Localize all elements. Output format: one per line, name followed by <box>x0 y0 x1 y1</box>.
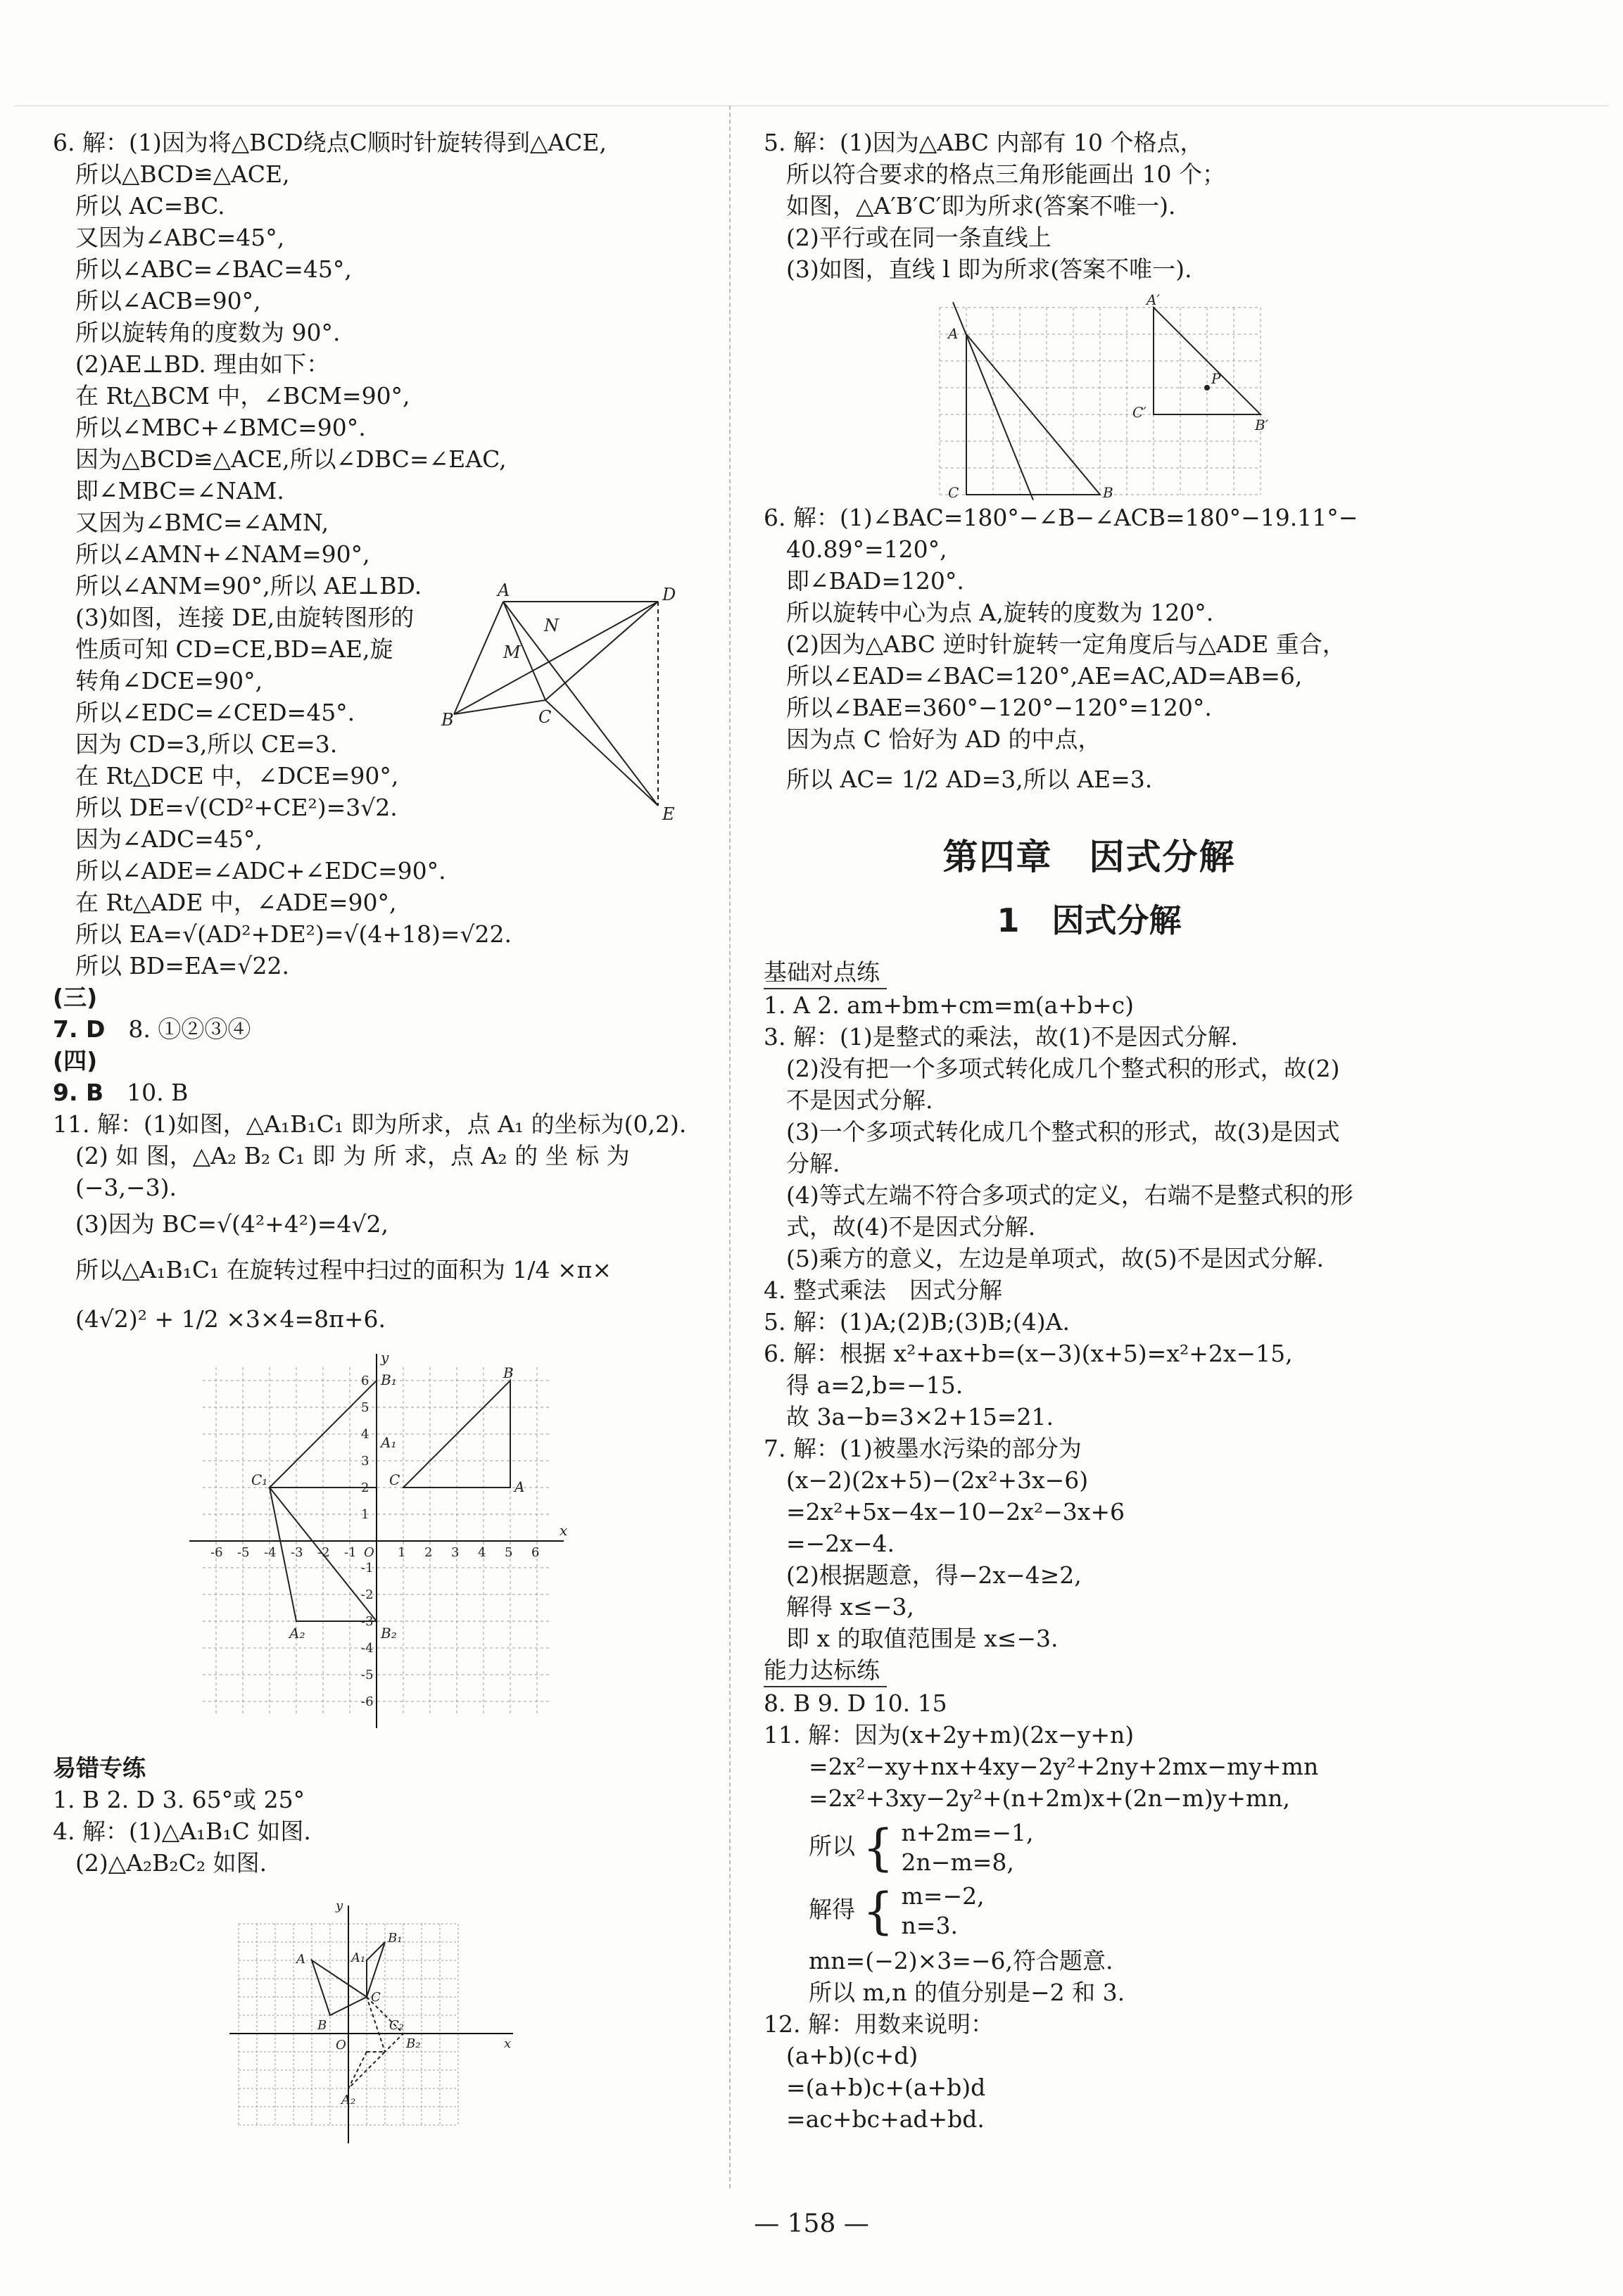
text-line: =(a+b)c+(a+b)d <box>786 2074 986 2101</box>
y-tick-label: 5 <box>361 1400 370 1415</box>
text-line: 6. 解：(1)∠BAC=180°−∠B−∠ACB=180°−19.11°− <box>764 504 1358 531</box>
text-line: (2)因为△ABC 逆时针旋转一定角度后与△ADE 重合， <box>786 630 1346 658</box>
equation-line: 2n−m=8, <box>901 1848 1014 1876</box>
y-tick-label: 2 <box>361 1480 370 1495</box>
label-b: B <box>317 2018 327 2033</box>
text-line: 因为点 C 恰好为 AD 的中点， <box>786 725 1101 753</box>
text-line: 所以 DE=√(CD²+CE²)=3√2. <box>75 794 398 821</box>
x-tick-label: -6 <box>210 1545 223 1560</box>
text-line: 所以旋转角的度数为 90°. <box>75 319 341 346</box>
y-tick-label: -3 <box>361 1614 374 1629</box>
label-e: E <box>662 804 675 824</box>
text-line: (3)因为 BC=√(4²+4²)=4√2, <box>75 1210 389 1238</box>
text-line: 11. 解：(1)如图，△A₁B₁C₁ 即为所求，点 A₁ 的坐标为(0,2). <box>53 1110 687 1138</box>
text-line: 又因为∠BMC=∠AMN, <box>75 509 329 536</box>
x-tick-label: 4 <box>478 1545 486 1560</box>
text-line: (5)乘方的意义，左边是单项式，故(5)不是因式分解. <box>786 1245 1324 1272</box>
text-line: 在 Rt△ADE 中，∠ADE=90°, <box>75 889 397 916</box>
label-c2: C₂ <box>389 2018 404 2033</box>
segment-cd <box>545 602 658 700</box>
label-c: C <box>389 1471 400 1488</box>
equation-system-1: 所以 { n+2m=−1, 2n−m=8, <box>809 1819 1034 1877</box>
y-tick-label: 3 <box>361 1454 370 1469</box>
text-line: (4√2)² + 1/2 ×3×4=8π+6. <box>75 1305 386 1333</box>
text-line: 在 Rt△BCM 中，∠BCM=90°, <box>75 382 410 410</box>
label-c: C <box>371 1990 381 2005</box>
text-line: 故 3a−b=3×2+15=21. <box>786 1403 1054 1431</box>
yicuo-heading: 易错专练 <box>53 1754 146 1782</box>
text-line: 8. B 9. D 10. 15 <box>764 1689 947 1717</box>
text-line: 所以旋转中心为点 A,旋转的度数为 120°. <box>786 599 1214 626</box>
label-b2: B₂ <box>381 1625 397 1642</box>
text-line: 分解. <box>786 1150 840 1177</box>
label-a1: A₁ <box>351 1951 366 1965</box>
text-line: 所以∠EDC=∠CED=45°. <box>75 699 355 726</box>
basic-practice-heading: 基础对点练 <box>764 956 887 989</box>
section-marker-4: (四) <box>53 1047 98 1074</box>
x-tick-label: 3 <box>451 1545 460 1560</box>
label-a1: A₁ <box>381 1434 397 1451</box>
text-line: 5. 解：(1)A;(2)B;(3)B;(4)A. <box>764 1308 1070 1336</box>
coordinate-figure-11 <box>187 1349 581 1724</box>
basic-practice <box>764 989 1415 1654</box>
text-line: 如图，△A′B′C′即为所求(答案不唯一). <box>786 192 1176 220</box>
equation-line: n+2m=−1, <box>901 1819 1034 1846</box>
x-tick-label: 1 <box>398 1545 406 1560</box>
text-line: 所以∠MBC+∠BMC=90°. <box>75 414 366 441</box>
label-n: N <box>544 616 559 635</box>
y-tick-label: 4 <box>361 1427 370 1442</box>
text-line: mn=(−2)×3=−6,符合题意. <box>809 1947 1113 1974</box>
label-b-prime: B′ <box>1255 417 1269 433</box>
y-axis-label: y <box>336 1898 343 1913</box>
y-tick-label: -4 <box>361 1641 374 1656</box>
ability-practice-heading: 能力达标练 <box>764 1654 887 1687</box>
y-tick-label: -5 <box>361 1668 374 1682</box>
coordinate-figure-yicuo-4 <box>229 1900 538 2153</box>
y-axis-label: y <box>381 1349 389 1366</box>
text-line: (2) 如 图，△A₂ B₂ C₁ 即 为 所 求，点 A₂ 的 坐 标 为 <box>75 1142 630 1169</box>
section-marker-3: (三) <box>53 984 98 1011</box>
right-column <box>764 127 1415 2135</box>
answers-9-10: 9. B 10. B <box>53 1079 189 1106</box>
text-line: =ac+bc+ad+bd. <box>786 2105 985 2133</box>
label-c: C <box>538 707 552 727</box>
text-line: (3)一个多项式转化成几个整式积的形式，故(3)是因式 <box>786 1118 1340 1146</box>
ability-practice <box>764 1687 1415 2135</box>
text-line: 性质可知 CD=CE,BD=AE,旋 <box>75 635 393 663</box>
text-line: 解得 x≤−3, <box>786 1593 914 1620</box>
text-line: 所以 AC=BC. <box>75 192 225 220</box>
section-title: 1 因式分解 <box>997 901 1182 939</box>
text-line: 所以∠EAD=∠BAC=120°,AE=AC,AD=AB=6, <box>786 662 1303 690</box>
text-line: 6. 解：根据 x²+ax+b=(x−3)(x+5)=x²+2x−15, <box>764 1340 1293 1367</box>
text-line: 所以∠ADE=∠ADC+∠EDC=90°. <box>75 857 446 884</box>
text-line: 40.89°=120°, <box>786 535 947 563</box>
text-line: 所以符合要求的格点三角形能画出 10 个； <box>786 160 1225 188</box>
segment-ab <box>454 602 503 714</box>
label-b: B <box>503 1364 514 1381</box>
grid-figure-5 <box>918 291 1284 501</box>
equation-line: n=3. <box>901 1912 958 1939</box>
text-line: 1. B 2. D 3. 65°或 25° <box>53 1786 305 1813</box>
x-axis-label: x <box>560 1522 568 1539</box>
text-line: (2)AE⊥BD. 理由如下： <box>75 350 330 378</box>
text-line: (2)平行或在同一条直线上 <box>786 224 1052 251</box>
y-tick-label: -1 <box>361 1561 374 1575</box>
text-line: =−2x−4. <box>786 1530 895 1557</box>
text-line: 1. A 2. am+bm+cm=m(a+b+c) <box>764 991 1135 1019</box>
x-tick-label: 6 <box>531 1545 540 1560</box>
text-line: 12. 解：用数来说明： <box>764 2010 994 2038</box>
answers-7-8: 7. D 8. ①②③④ <box>53 1015 251 1043</box>
text-line: (2)根据题意，得−2x−4≥2, <box>786 1561 1082 1589</box>
text-line: 所以∠ACB=90°, <box>75 287 261 315</box>
label-b1: B₁ <box>381 1371 397 1388</box>
text-line: 3. 解：(1)是整式的乘法，故(1)不是因式分解. <box>764 1023 1238 1051</box>
label-c1: C₁ <box>251 1471 268 1488</box>
label-b1: B₁ <box>388 1931 403 1946</box>
solution-11-left <box>53 1108 704 1344</box>
text-line: 所以 AC= 1/2 AD=3,所以 AE=3. <box>786 766 1153 793</box>
label-d: D <box>662 585 676 604</box>
text-line: 不是因式分解. <box>786 1086 933 1114</box>
x-tick-label: -1 <box>344 1545 357 1560</box>
text-line: 因为∠ADC=45°, <box>75 825 263 853</box>
equation-system-2: 解得 { m=−2, n=3. <box>809 1882 985 1940</box>
text-line: (2)△A₂B₂C₂ 如图. <box>75 1849 267 1877</box>
x-tick-label: 2 <box>424 1545 433 1560</box>
label-a2: A₂ <box>289 1625 305 1642</box>
x-tick-label: -5 <box>237 1545 250 1560</box>
label-p: P <box>1211 370 1221 387</box>
y-tick-label: 6 <box>361 1374 370 1388</box>
text-line: 所以 m,n 的值分别是−2 和 3. <box>809 1979 1125 2006</box>
x-tick-label: -4 <box>264 1545 277 1560</box>
text-line: 所以△BCD≌△ACE, <box>75 160 290 188</box>
label-m: M <box>503 642 521 662</box>
text-line: =2x²−xy+nx+4xy−2y²+2ny+2mx−my+mn <box>809 1753 1319 1780</box>
text-line: 6. 解：(1)因为将△BCD绕点C顺时针旋转得到△ACE, <box>53 129 607 156</box>
text-line: 所以 BD=EA=√22. <box>75 952 289 979</box>
text-line: (−3,−3). <box>75 1174 177 1201</box>
text-line: 5. 解：(1)因为△ABC 内部有 10 个格点， <box>764 129 1204 156</box>
text-line: 所以∠BAE=360°−120°−120°=120°. <box>786 694 1212 721</box>
label-b: B <box>441 710 454 730</box>
label-a2: A₂ <box>341 2093 356 2107</box>
y-tick-label: -2 <box>361 1587 374 1602</box>
point-p <box>1204 385 1210 391</box>
solution-6-left <box>53 127 704 982</box>
label-a: A <box>296 1952 305 1967</box>
left-column <box>53 127 704 2153</box>
text-line: 所以∠ANM=90°,所以 AE⊥BD. <box>75 572 422 600</box>
triangle-abc <box>312 1960 367 2015</box>
text-line: 7. 解：(1)被墨水污染的部分为 <box>764 1435 1082 1462</box>
x-axis-label: x <box>504 2036 512 2051</box>
text-line: 所以 EA=√(AD²+DE²)=√(4+18)=√22. <box>75 920 512 948</box>
solution-5-right <box>764 127 1415 285</box>
text-line: 4. 解：(1)△A₁B₁C 如图. <box>53 1818 311 1845</box>
text-line: 11. 解：因为(x+2y+m)(2x−y+n) <box>764 1721 1135 1749</box>
label-a-prime: A′ <box>1147 291 1160 308</box>
rotation-figure-ade <box>441 581 771 834</box>
text-line: (4)等式左端不符合多项式的定义，右端不是整式积的形 <box>786 1181 1353 1209</box>
chapter-title: 第四章 因式分解 <box>942 837 1236 877</box>
text-line: 所以∠ABC=∠BAC=45°, <box>75 255 352 283</box>
text-line: (3)如图，直线 l 即为所求(答案不唯一). <box>786 255 1192 283</box>
text-line: (x−2)(2x+5)−(2x²+3x−6) <box>786 1466 1089 1494</box>
text-line: (2)没有把一个多项式转化成几个整式积的形式，故(2) <box>786 1055 1340 1082</box>
text-line: 所以△A₁B₁C₁ 在旋转过程中扫过的面积为 1/4 ×π× <box>75 1256 612 1283</box>
equation-line: m=−2, <box>901 1882 985 1910</box>
text-line: 因为 CD=3,所以 CE=3. <box>75 730 338 758</box>
text-line: 因为△BCD≌△ACE,所以∠DBC=∠EAC, <box>75 445 507 473</box>
y-tick-label: 1 <box>361 1507 370 1522</box>
text-line: (a+b)(c+d) <box>786 2042 918 2069</box>
page-number: — 158 — <box>754 2209 869 2238</box>
label-b2: B₂ <box>406 2036 421 2051</box>
y-tick-label: -6 <box>361 1694 374 1709</box>
label-c: C <box>948 484 959 501</box>
label-a: A <box>514 1478 525 1495</box>
origin-label: O <box>336 2038 346 2053</box>
label-b: B <box>1103 484 1113 501</box>
label-a: A <box>948 325 959 342</box>
solution-6-right <box>764 502 1415 804</box>
x-tick-label: -2 <box>317 1545 330 1560</box>
text-line: 式，故(4)不是因式分解. <box>786 1213 1036 1241</box>
text-line: 转角∠DCE=90°, <box>75 667 263 694</box>
text-line: (3)如图，连接 DE,由旋转图形的 <box>75 604 415 631</box>
text-line: 得 a=2,b=−15. <box>786 1371 964 1399</box>
triangle-a1b1c <box>367 1942 385 1997</box>
text-line: =2x²+3xy−2y²+(n+2m)x+(2n−m)y+mn, <box>809 1784 1291 1812</box>
x-tick-label: -3 <box>291 1545 303 1560</box>
text-line: =2x²+5x−4x−10−2x²−3x+6 <box>786 1498 1125 1526</box>
text-line: 即 x 的取值范围是 x≤−3. <box>786 1625 1059 1652</box>
origin-label: O <box>364 1545 374 1560</box>
label-c-prime: C′ <box>1132 404 1147 421</box>
text-line: 在 Rt△DCE 中，∠DCE=90°, <box>75 762 399 789</box>
text-line: 即∠BAD=120°. <box>786 567 964 595</box>
text-line: 4. 整式乘法 因式分解 <box>764 1276 1002 1304</box>
text-line: 即∠MBC=∠NAM. <box>75 477 284 505</box>
text-line: 所以∠AMN+∠NAM=90°, <box>75 540 370 568</box>
column-divider <box>729 106 731 2188</box>
segment-ce <box>545 700 658 806</box>
x-tick-label: 5 <box>505 1545 513 1560</box>
text-line: 又因为∠ABC=45°, <box>75 224 285 251</box>
label-a: A <box>498 581 510 600</box>
